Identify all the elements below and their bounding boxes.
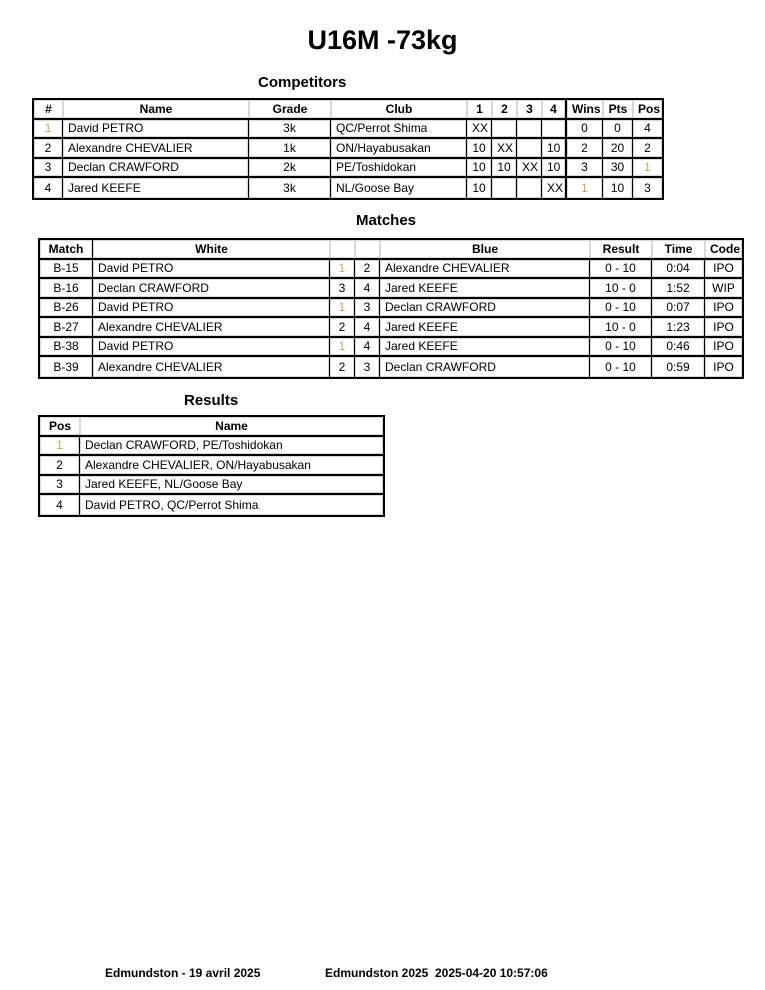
competitor-number: 1: [34, 120, 63, 140]
match-time: 1:52: [652, 279, 705, 299]
result-pos: 4: [40, 495, 80, 515]
competitor-name: Jared KEEFE: [63, 178, 249, 198]
match-code: IPO: [705, 338, 742, 358]
white-number: 1: [330, 260, 355, 280]
match-code: IPO: [705, 260, 742, 280]
match-code: WIP: [705, 279, 742, 299]
footer-event-date: Edmundston - 19 avril 2025: [105, 966, 261, 980]
match-row: [40, 279, 742, 299]
competitor-grade: 2k: [249, 159, 331, 179]
match-code: IPO: [705, 357, 742, 377]
match-time: 0:46: [652, 338, 705, 358]
match-row: [40, 357, 742, 377]
matches-heading: Matches: [356, 212, 417, 229]
score-vs-2: [492, 178, 517, 198]
score-vs-3: [517, 139, 542, 159]
matches-table: [38, 238, 744, 379]
match-row: [40, 299, 742, 319]
competitor-wins: 1: [567, 178, 603, 198]
results-heading: Results: [184, 392, 239, 409]
blue-name: Declan CRAWFORD: [380, 357, 590, 377]
match-id: B-26: [40, 299, 93, 319]
blue-name: Jared KEEFE: [380, 338, 590, 358]
competitor-number: 4: [34, 178, 63, 198]
match-id: B-27: [40, 318, 93, 338]
col-pts: Pts: [603, 100, 633, 120]
white-number: 2: [330, 357, 355, 377]
result-row: [40, 456, 383, 476]
competitor-pts: 30: [603, 159, 633, 179]
competitor-pos: 1: [633, 159, 662, 179]
col-pos: Pos: [633, 100, 662, 120]
blue-name: Alexandre CHEVALIER: [380, 260, 590, 280]
score-vs-1: 10: [467, 178, 492, 198]
col-blue-number: [355, 240, 380, 260]
score-vs-4: 10: [542, 139, 567, 159]
white-number: 1: [330, 299, 355, 319]
white-name: Alexandre CHEVALIER: [93, 357, 330, 377]
white-name: David PETRO: [93, 260, 330, 280]
match-result: 0 - 10: [590, 299, 652, 319]
match-row: [40, 260, 742, 280]
competitor-number: 2: [34, 139, 63, 159]
match-code: IPO: [705, 299, 742, 319]
competitor-grade: 1k: [249, 139, 331, 159]
competitor-row: [34, 178, 662, 198]
footer-tournament-name: Edmundston 2025: [325, 966, 429, 980]
result-name: David PETRO, QC/Perrot Shima: [80, 495, 383, 515]
match-row: [40, 338, 742, 358]
result-name: Jared KEEFE, NL/Goose Bay: [80, 476, 383, 496]
white-name: Alexandre CHEVALIER: [93, 318, 330, 338]
col-white-number: [330, 240, 355, 260]
match-result: 0 - 10: [590, 260, 652, 280]
page-title: U16M -73kg: [307, 25, 458, 55]
col-round-1: 1: [467, 100, 492, 120]
col-round-2: 2: [492, 100, 517, 120]
result-pos: 1: [40, 437, 80, 457]
blue-number: 2: [355, 260, 380, 280]
competitor-pos: 3: [633, 178, 662, 198]
result-name: Alexandre CHEVALIER, ON/Hayabusakan: [80, 456, 383, 476]
match-id: B-16: [40, 279, 93, 299]
match-result: 10 - 0: [590, 279, 652, 299]
white-number: 1: [330, 338, 355, 358]
score-vs-4: [542, 120, 567, 140]
blue-number: 4: [355, 279, 380, 299]
col-white: White: [93, 240, 330, 260]
col-name: Name: [80, 417, 383, 437]
match-time: 0:59: [652, 357, 705, 377]
match-row: [40, 318, 742, 338]
col-number: #: [34, 100, 63, 120]
match-result: 0 - 10: [590, 338, 652, 358]
col-grade: Grade: [249, 100, 331, 120]
competitor-pos: 2: [633, 139, 662, 159]
competitor-pts: 0: [603, 120, 633, 140]
competitor-row: [34, 120, 662, 140]
result-pos: 2: [40, 456, 80, 476]
result-row: [40, 437, 383, 457]
result-name: Declan CRAWFORD, PE/Toshidokan: [80, 437, 383, 457]
score-vs-2: 10: [492, 159, 517, 179]
score-vs-1: XX: [467, 120, 492, 140]
match-time: 0:07: [652, 299, 705, 319]
score-vs-3: [517, 178, 542, 198]
white-number: 2: [330, 318, 355, 338]
blue-number: 3: [355, 357, 380, 377]
matches-header-row: [40, 240, 742, 260]
competitor-wins: 0: [567, 120, 603, 140]
competitor-row: [34, 139, 662, 159]
col-wins: Wins: [567, 100, 603, 120]
col-pos: Pos: [40, 417, 80, 437]
competitors-table: [32, 98, 664, 200]
col-round-3: 3: [517, 100, 542, 120]
white-name: David PETRO: [93, 299, 330, 319]
competitors-heading: Competitors: [258, 74, 347, 91]
col-blue: Blue: [380, 240, 590, 260]
competitor-club: PE/Toshidokan: [331, 159, 467, 179]
col-time: Time: [652, 240, 705, 260]
competitor-name: Declan CRAWFORD: [63, 159, 249, 179]
competitor-pos: 4: [633, 120, 662, 140]
blue-name: Declan CRAWFORD: [380, 299, 590, 319]
competitor-name: David PETRO: [63, 120, 249, 140]
match-id: B-39: [40, 357, 93, 377]
match-result: 0 - 10: [590, 357, 652, 377]
competitors-header-row: [34, 100, 662, 120]
competitor-name: Alexandre CHEVALIER: [63, 139, 249, 159]
result-pos: 3: [40, 476, 80, 496]
competitor-grade: 3k: [249, 120, 331, 140]
match-time: 1:23: [652, 318, 705, 338]
match-time: 0:04: [652, 260, 705, 280]
footer-print-timestamp: 2025-04-20 10:57:06: [435, 966, 548, 980]
col-round-4: 4: [542, 100, 567, 120]
competitor-pts: 20: [603, 139, 633, 159]
competitor-wins: 2: [567, 139, 603, 159]
match-code: IPO: [705, 318, 742, 338]
score-vs-4: XX: [542, 178, 567, 198]
col-name: Name: [63, 100, 249, 120]
blue-number: 4: [355, 338, 380, 358]
white-number: 3: [330, 279, 355, 299]
blue-number: 3: [355, 299, 380, 319]
result-row: [40, 476, 383, 496]
match-result: 10 - 0: [590, 318, 652, 338]
white-name: Declan CRAWFORD: [93, 279, 330, 299]
result-row: [40, 495, 383, 515]
col-match: Match: [40, 240, 93, 260]
score-vs-2: [492, 120, 517, 140]
col-code: Code: [705, 240, 742, 260]
results-table: [38, 415, 385, 517]
blue-name: Jared KEEFE: [380, 318, 590, 338]
blue-number: 4: [355, 318, 380, 338]
competitor-pts: 10: [603, 178, 633, 198]
score-vs-3: [517, 120, 542, 140]
col-result: Result: [590, 240, 652, 260]
competitor-number: 3: [34, 159, 63, 179]
score-vs-3: XX: [517, 159, 542, 179]
white-name: David PETRO: [93, 338, 330, 358]
score-vs-4: 10: [542, 159, 567, 179]
score-vs-1: 10: [467, 159, 492, 179]
score-vs-1: 10: [467, 139, 492, 159]
match-id: B-38: [40, 338, 93, 358]
score-vs-2: XX: [492, 139, 517, 159]
competitor-row: [34, 159, 662, 179]
competitor-club: ON/Hayabusakan: [331, 139, 467, 159]
col-club: Club: [331, 100, 467, 120]
competitor-club: QC/Perrot Shima: [331, 120, 467, 140]
blue-name: Jared KEEFE: [380, 279, 590, 299]
competitor-wins: 3: [567, 159, 603, 179]
match-id: B-15: [40, 260, 93, 280]
competitor-grade: 3k: [249, 178, 331, 198]
competitor-club: NL/Goose Bay: [331, 178, 467, 198]
results-header-row: [40, 417, 383, 437]
